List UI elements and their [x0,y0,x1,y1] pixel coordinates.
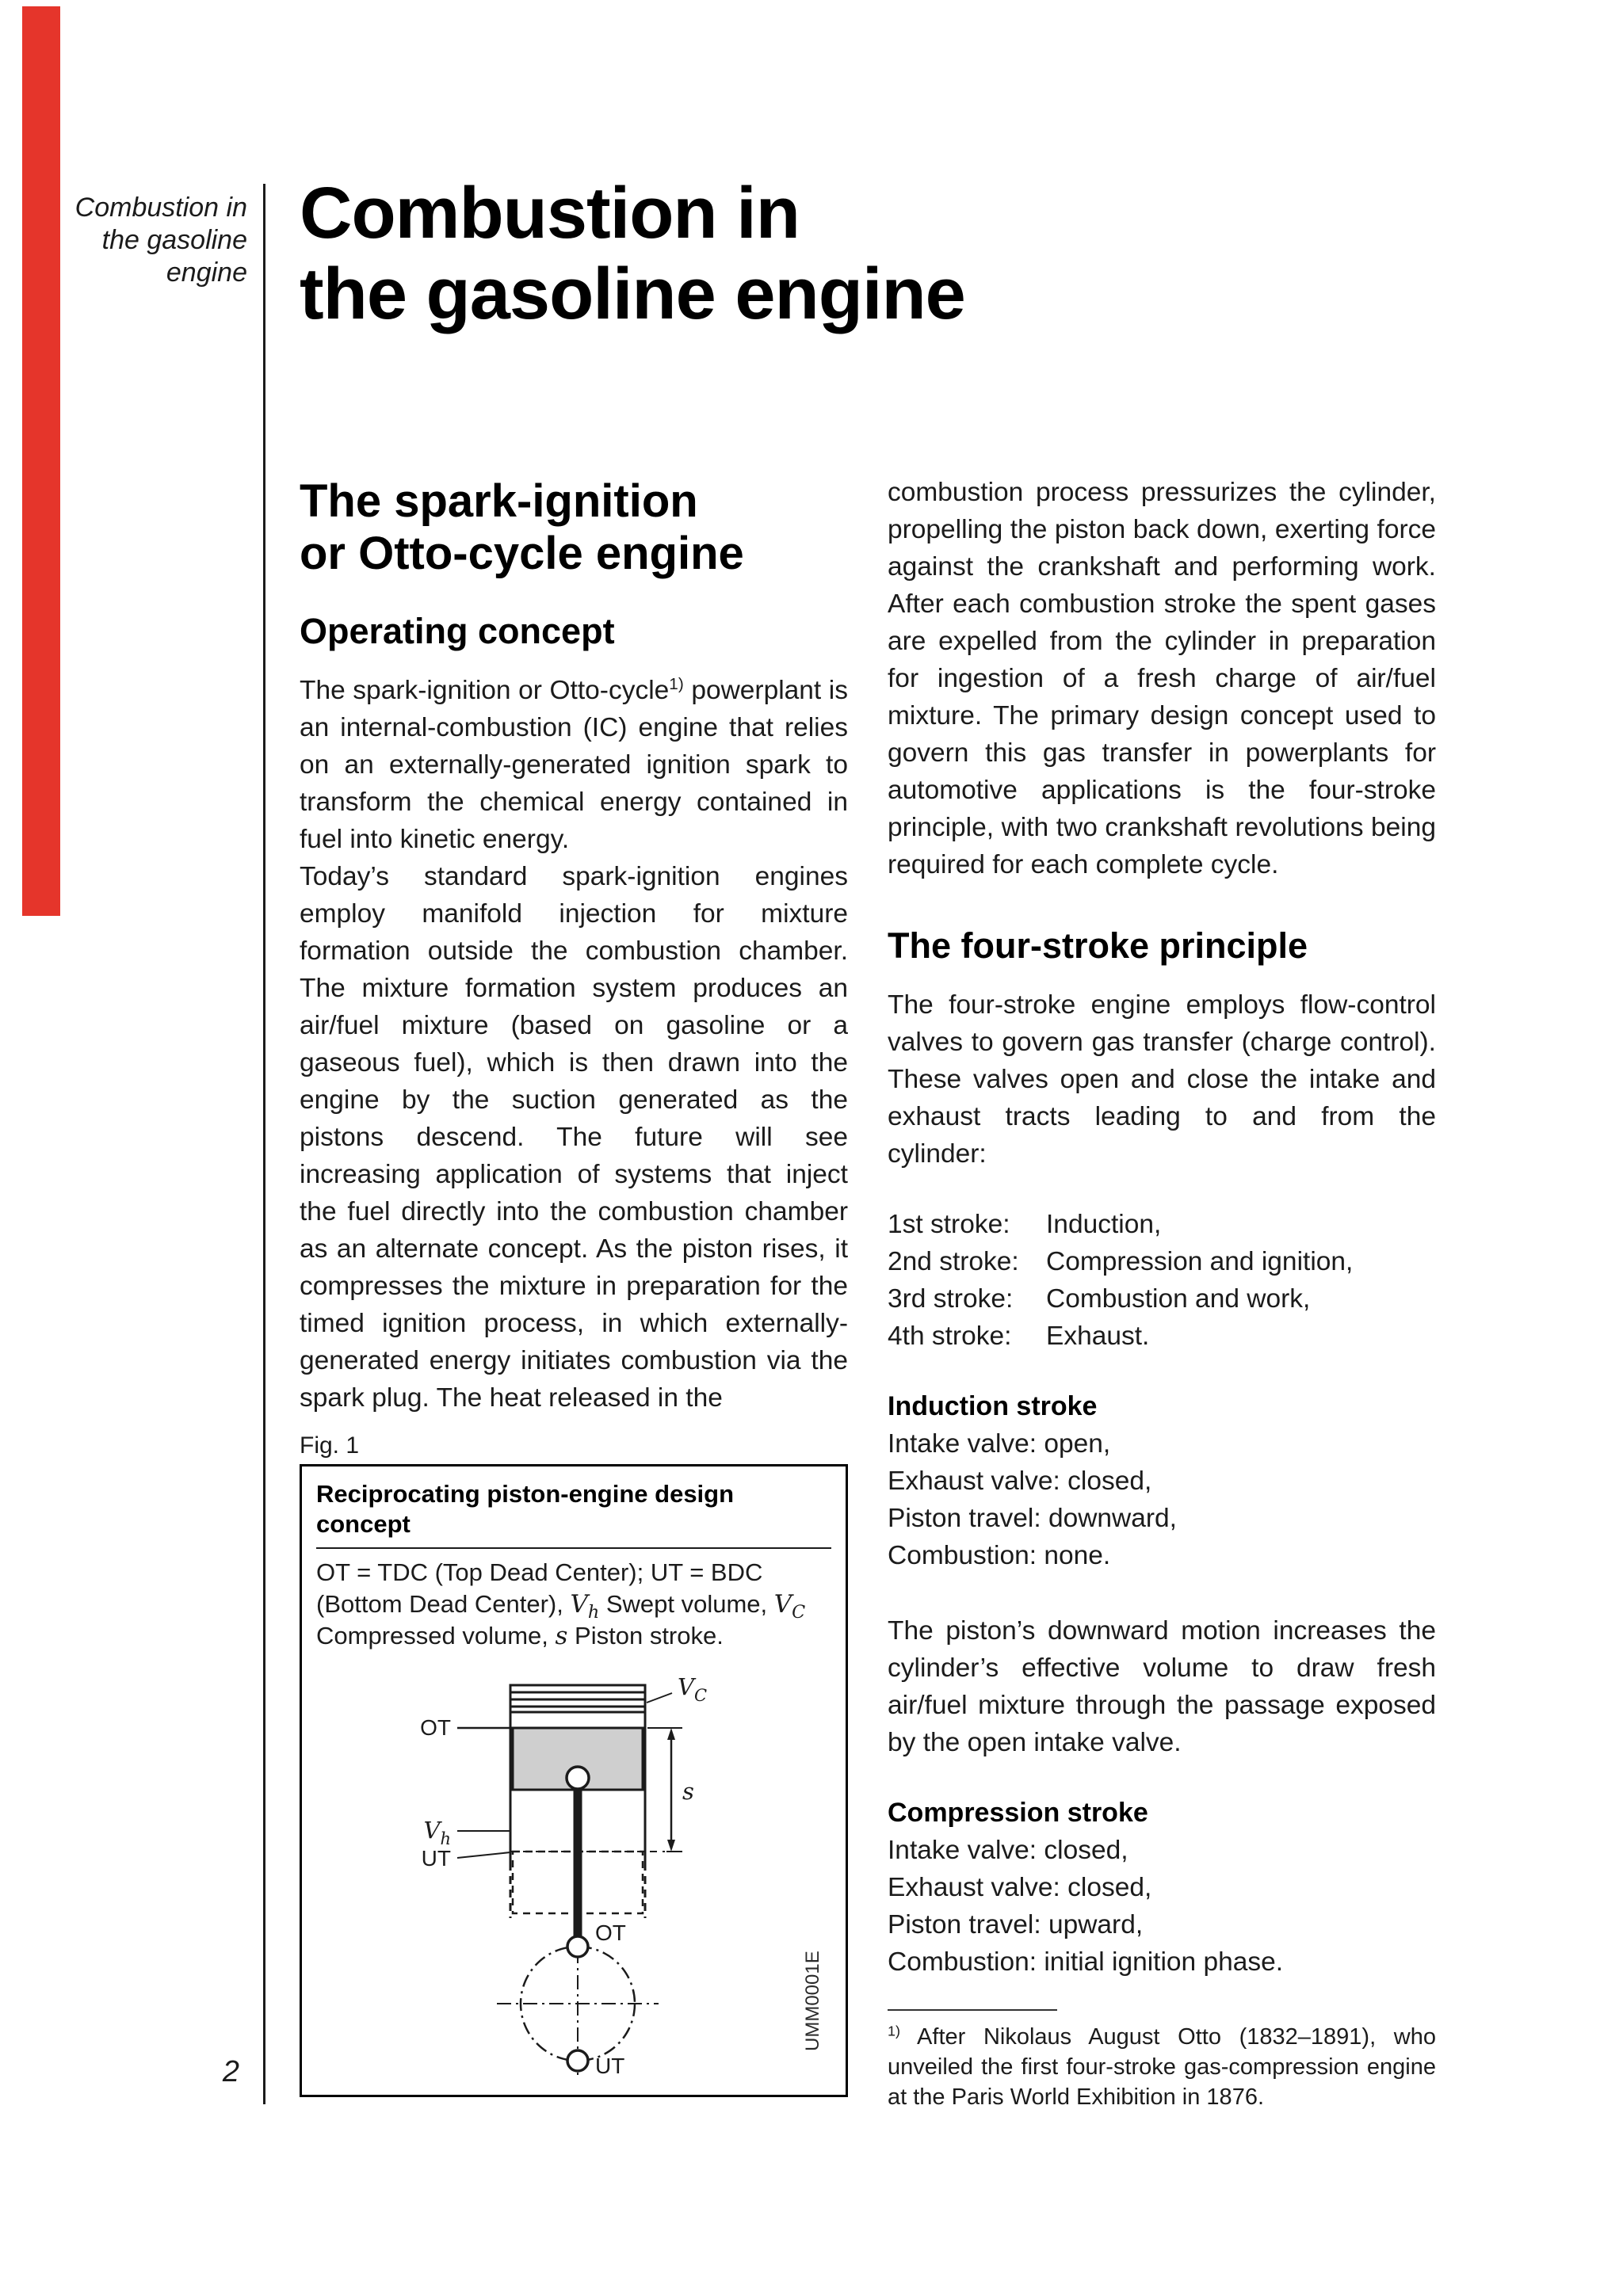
spec-line: Piston travel: upward, [888,1910,1144,1939]
section-heading-line2: or Otto-cycle engine [300,528,744,579]
stroke-description: Combustion and work, [1046,1284,1311,1314]
spec-line: Intake valve: open, [888,1429,1111,1459]
stroke-ordinal: 1st stroke: [888,1210,1010,1239]
stroke-item [888,1206,1436,1243]
piston-engine-diagram [316,1655,831,2087]
stroke-item [888,1243,1436,1280]
stroke-ordinal: 3rd stroke: [888,1284,1014,1314]
footnote-rule [888,2009,1057,2011]
spec-line: Exhaust valve: closed, [888,1466,1152,1496]
running-title-line: engine [166,257,247,288]
label-bdc-cylinder: UT [421,1846,451,1871]
footnote-marker: 1) [888,2023,900,2039]
footnote [888,2022,1436,2112]
stroke-description: Exhaust. [1046,1322,1150,1351]
margin-divider-rule [263,184,265,2104]
stroke-ordinal: 4th stroke: [888,1322,1012,1351]
stroke-item [888,1280,1436,1318]
spec-line: Intake valve: closed, [888,1836,1128,1865]
crank-pin-tdc [567,1936,588,1957]
paragraph-operating-concept-1 [300,672,848,858]
compression-spec-list [888,1832,1436,1981]
paragraph-operating-concept-3: combustion process pressurizes the cylinder, propelling the piston back down, exerting force against the crankshaft and performing work. After each combustion stroke the spent gases are expelled from the cylinder in preparation for ingestion of a fresh charge of air/fuel mixture. The primary design concept used to govern this gas transfer in powerplants for automotive applications is the four-stroke principle, with two crankshaft revolutions being required for each complete cycle. [888,478,1436,879]
chapter-title-line1: Combustion in [300,173,800,254]
figure-title: Reciprocating piston-engine design concept [316,1479,831,1549]
stroke-dimension [647,1728,682,1852]
left-column [300,475,848,2097]
running-title-line: the gasoline [101,225,247,255]
paragraph-induction: The piston’s downward motion increases the cylinder’s effective volume to draw fresh air/fuel mixture through the passage exposed by the open intake valve. [888,1616,1436,1757]
paragraph-four-stroke-1: The four-stroke engine employs flow-control valves to govern gas transfer (charge control). These valves open and close the intake and exhaust tracts leading to and from the cylinder: [888,990,1436,1169]
label-tdc-cylinder: OT [420,1715,451,1740]
subsection-heading-operating-concept: Operating concept [300,611,615,651]
stroke-list [888,1206,1436,1355]
figure-code: UMM0001E [802,1951,823,2051]
label-swept-volume: $V_h$ [423,1817,451,1848]
symbol-v-subscript: C [792,1602,806,1623]
footnote-text: After Nikolaus August Otto (1832–1891), who unveiled the first four-stroke gas-compression engine at the Paris World Exhibition in 1876. [888,2024,1436,2110]
stroke-ordinal: 2nd stroke: [888,1247,1019,1276]
chapter-title [300,173,965,334]
paragraph-text: powerplant is an internal-combustion (IC) engine that relies on an externally-generated ignition spark to transform the chemical energy contained in fuel into kinetic energy. [300,676,848,854]
spec-line: Exhaust valve: closed, [888,1873,1152,1902]
spec-line: Combustion: initial ignition phase. [888,1947,1284,1977]
page-number: 2 [222,2055,239,2088]
section-heading-line1: The spark-ignition [300,475,698,527]
caption-text: Piston stroke. [567,1622,724,1650]
caption-text: OT = TDC (Top Dead Center); UT = BDC (Bottom Dead Center), [316,1558,763,1618]
spec-line: Piston travel: downward, [888,1504,1177,1533]
right-column [888,474,1436,2112]
chapter-title-line2: the gasoline engine [300,254,965,334]
label-compressed-volume: $V_C$ [678,1673,708,1705]
subheading-induction-stroke: Induction stroke [888,1391,1098,1421]
label-tdc-crank: OT [595,1920,626,1945]
chapter-color-bar [22,6,60,916]
subheading-compression-stroke: Compression stroke [888,1798,1148,1828]
figure-1 [300,1464,848,2097]
induction-spec-list [888,1425,1436,1574]
paragraph-text: The spark-ignition or Otto-cycle [300,676,670,705]
label-piston-stroke: s [682,1778,694,1805]
figure-caption [316,1557,831,1652]
symbol-v: V [570,1590,588,1619]
crank-pin-bdc [567,2050,588,2071]
symbol-stroke: s [555,1622,568,1650]
stroke-description: Induction, [1046,1210,1162,1239]
caption-text: Compressed volume, [316,1622,556,1650]
footnote-reference: 1) [669,674,684,693]
subsection-heading-four-stroke: The four-stroke principle [888,925,1308,966]
running-title-line: Combustion in [74,193,247,223]
running-chapter-title [32,192,247,289]
stroke-item [888,1318,1436,1355]
bdc-leader-line [457,1852,510,1858]
piston-pin [567,1767,589,1789]
section-heading [300,475,848,580]
symbol-v-subscript: h [587,1602,600,1623]
compressed-volume-leader-line [647,1693,672,1703]
paragraph-operating-concept-2: Today’s standard spark-ignition engines employ manifold injection for mixture formation outside the combustion chamber. The mixture formation system produces an air/fuel mixture (based on gasoline or a gaseous fuel), which is then drawn into the engine by the suction generated as the pistons descend. The future will see increasing application of systems that inject the fuel directly into the combustion chamber as an alternate concept. As the piston rises, it compresses the mixture in preparation for the timed ignition process, in which externally-generated energy initiates combustion via the spark plug. The heat released in the [300,862,848,1413]
symbol-compressed-volume [773,1590,806,1623]
stroke-description: Compression and ignition, [1046,1247,1354,1276]
symbol-v: V [773,1590,792,1619]
spec-line: Combustion: none. [888,1541,1111,1570]
figure-label: Fig. 1 [300,1432,360,1459]
cylinder-head [510,1685,645,1712]
symbol-swept-volume [570,1590,600,1623]
caption-text: Swept volume, [599,1590,774,1618]
label-bdc-crank: UT [595,2054,625,2078]
